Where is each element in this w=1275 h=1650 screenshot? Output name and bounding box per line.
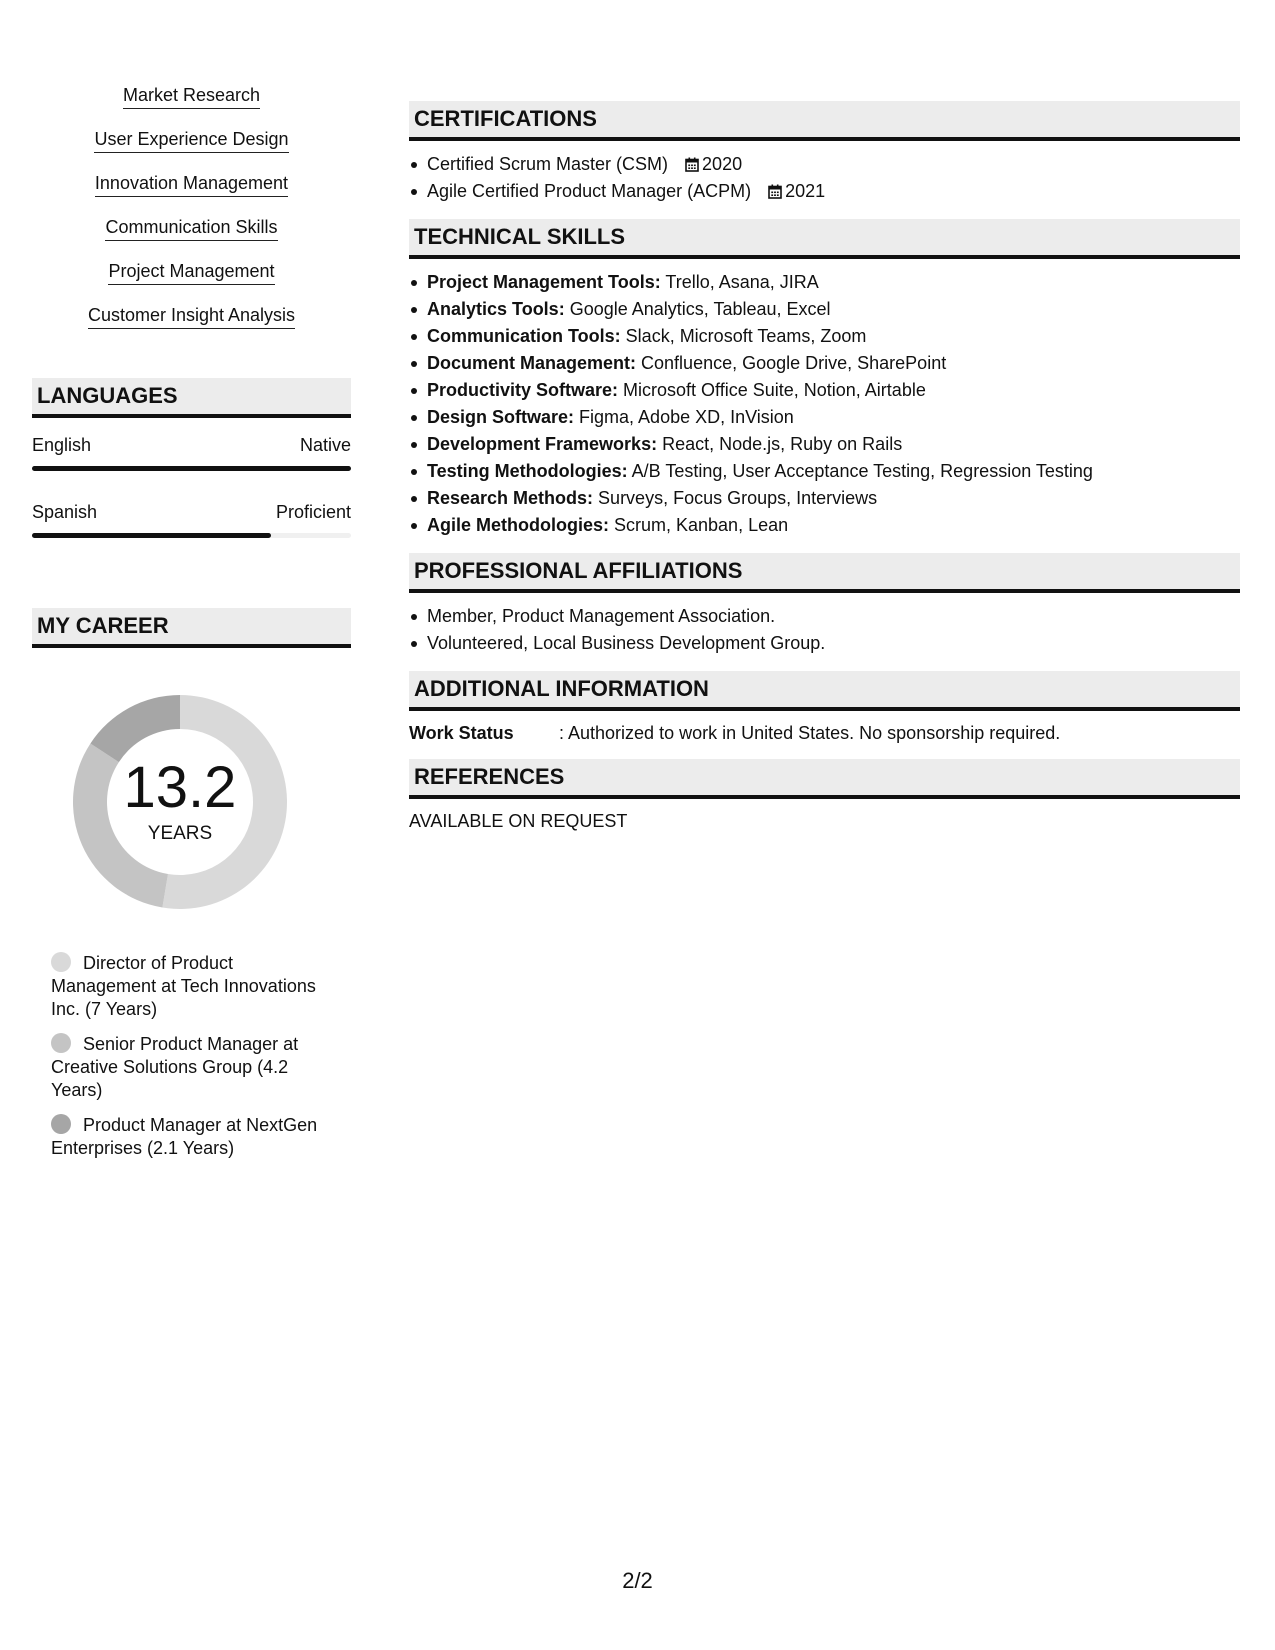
career-total: 13.2 [123,755,237,820]
donut-center [60,682,300,922]
tech-skill-item [427,404,1240,431]
additional-info-section [409,671,1240,745]
references-heading: REFERENCES [409,759,1240,799]
certification-year: 2020 [702,154,743,174]
references-text: AVAILABLE ON REQUEST [409,811,628,831]
legend-label: Director of Product Management at Tech Innovations Inc. (7 Years) [51,953,316,1019]
affiliations-list [409,603,1240,657]
skill-item: User Experience Design [94,128,288,153]
tech-skill-label: Communication Tools: [427,326,621,346]
tech-skill-label: Analytics Tools: [427,299,565,319]
language-level: Proficient [275,502,351,522]
tech-skill-value: Scrum, Kanban, Lean [609,515,789,535]
tech-skill-item [427,377,1240,404]
tech-skill-item [427,296,1240,323]
tech-skill-label: Project Management Tools: [427,272,661,292]
tech-skill-item [427,485,1240,512]
skill-item: Market Research [123,84,260,109]
work-status-value: : Authorized to work in United States. No sponsorship required. [559,723,1061,743]
technical-skills-heading: TECHNICAL SKILLS [409,219,1240,259]
additional-info-heading: ADDITIONAL INFORMATION [409,671,1240,711]
tech-skill-value: Figma, Adobe XD, InVision [574,407,794,427]
legend-swatch [51,1114,71,1134]
skill-item: Innovation Management [95,172,288,197]
legend-item [51,1033,321,1102]
language-bar [32,533,351,538]
certifications-list [409,151,1240,205]
tech-skill-value: Slack, Microsoft Teams, Zoom [620,326,867,346]
legend-item [51,952,321,1021]
tech-skill-value: A/B Testing, User Acceptance Testing, Regression Testing [627,461,1093,481]
tech-skill-value: Surveys, Focus Groups, Interviews [593,488,878,508]
language-name: Spanish [32,502,98,522]
right-column [409,101,1240,847]
certification-item [427,151,1240,178]
work-status-label: Work Status [409,723,514,743]
tech-skill-label: Agile Methodologies: [427,515,609,535]
language-row [32,434,351,471]
skill-item: Project Management [108,260,274,285]
certification-year: 2021 [785,181,826,201]
affiliation-item: Volunteered, Local Business Development Group. [427,630,1240,657]
tech-skill-label: Development Frameworks: [427,434,658,454]
legend-swatch [51,952,71,972]
language-level: Native [299,435,351,455]
affiliations-section [409,553,1240,657]
legend-item [51,1114,321,1160]
tech-skill-value: Trello, Asana, JIRA [660,272,819,292]
languages-heading: LANGUAGES [32,378,351,418]
tech-skill-value: React, Node.js, Ruby on Rails [657,434,903,454]
skill-item: Customer Insight Analysis [88,304,295,329]
certifications-heading: CERTIFICATIONS [409,101,1240,141]
work-status-row [409,721,1240,745]
tech-skill-item [427,350,1240,377]
career-unit: YEARS [147,823,213,844]
affiliations-heading: PROFESSIONAL AFFILIATIONS [409,553,1240,593]
career-legend [32,952,321,1160]
language-bar-fill [32,466,351,471]
skill-item: Communication Skills [105,216,277,241]
tech-skill-value: Google Analytics, Tableau, Excel [564,299,831,319]
language-bar-fill [32,533,271,538]
technical-skills-section [409,219,1240,539]
page-number: 2/2 [622,1568,653,1593]
tech-skill-label: Research Methods: [427,488,594,508]
technical-skills-list [409,269,1240,539]
tech-skill-label: Testing Methodologies: [427,461,628,481]
certifications-section [409,101,1240,205]
legend-label: Product Manager at NextGen Enterprises (2.1 Years) [51,1115,318,1158]
skills-list [32,84,351,348]
career-donut-chart [60,682,300,922]
legend-swatch [51,1033,71,1053]
language-row [32,501,351,538]
tech-skill-item [427,431,1240,458]
tech-skill-value: Microsoft Office Suite, Notion, Airtable [618,380,926,400]
career-heading: MY CAREER [32,608,351,648]
tech-skill-item [427,269,1240,296]
tech-skill-value: Confluence, Google Drive, SharePoint [636,353,947,373]
certification-name: Certified Scrum Master (CSM) [427,154,669,174]
certification-item [427,178,1240,205]
language-name: English [32,435,92,455]
legend-label: Senior Product Manager at Creative Solutions Group (4.2 Years) [51,1034,299,1100]
tech-skill-label: Design Software: [427,407,575,427]
certification-name: Agile Certified Product Manager (ACPM) [427,181,752,201]
tech-skill-label: Document Management: [427,353,637,373]
affiliation-item: Member, Product Management Association. [427,603,1240,630]
tech-skill-item [427,323,1240,350]
calendar-icon [768,184,782,199]
tech-skill-label: Productivity Software: [427,380,619,400]
calendar-icon [685,157,699,172]
references-section [409,759,1240,833]
tech-skill-item [427,458,1240,485]
tech-skill-item [427,512,1240,539]
language-bar [32,466,351,471]
left-column [32,84,351,1172]
